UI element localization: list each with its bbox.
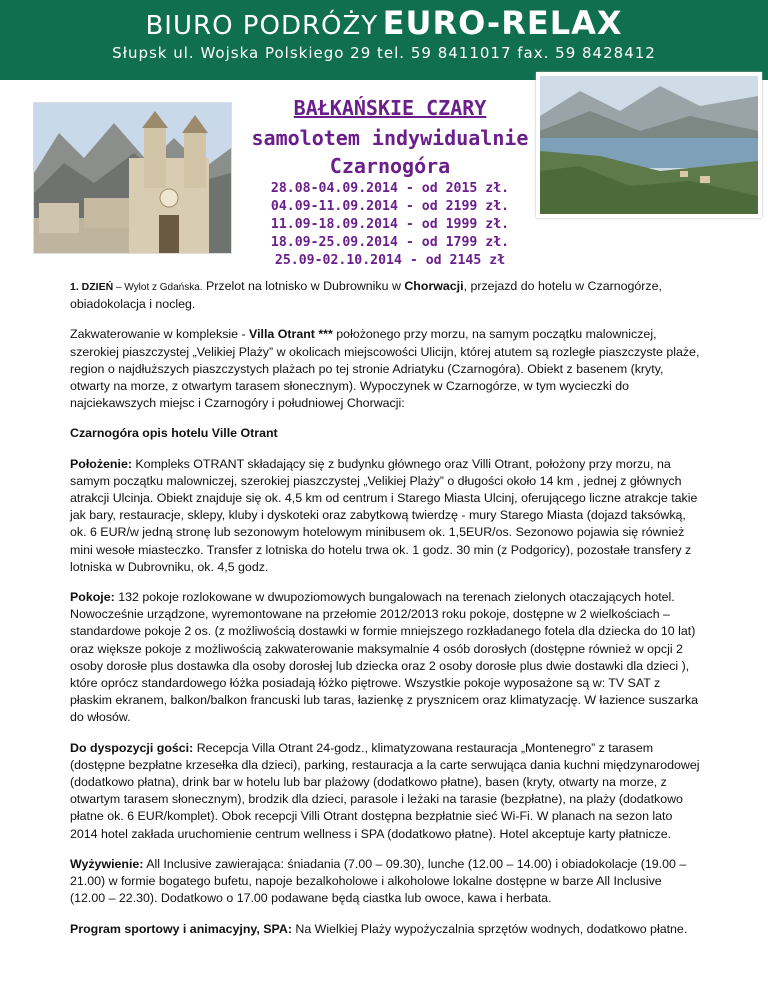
board-text: All Inclusive zawierająca: śniadania (7.00 – 09.30), lunche (12.00 – 14.00) i obiadokolacje (19.00 – 21.00) w formie bogatego bufetu, napoje bezalkoholowe i alkoholowe lokalne dostępne w barze All Inclusive (12.00 – 22.30). Dodatkowo o 17.00 podawane będą ciastka lub owoce, kawa i herbata. bbox=[70, 856, 687, 906]
date-line: 28.08-04.09.2014 - od 2015 zł. bbox=[270, 181, 510, 196]
agency-name: EURO-RELAX bbox=[382, 4, 623, 42]
rooms-paragraph bbox=[70, 589, 700, 727]
offer-description bbox=[70, 278, 700, 951]
hotel-heading bbox=[70, 425, 700, 442]
sport-label: Program sportowy i animacyjny, SPA: bbox=[70, 921, 292, 936]
date-line: 25.09-02.10.2014 - od 2145 zł bbox=[274, 253, 506, 268]
agency-address: Słupsk ul. Wojska Polskiego 29 tel. 59 8411017 fax. 59 8428412 bbox=[112, 44, 656, 62]
day1-paragraph bbox=[70, 278, 700, 313]
offer-subtitle: samolotem indywidualnie bbox=[251, 126, 529, 150]
facilities-text: Recepcja Villa Otrant 24-godz., klimatyzowana restauracja „Montenegro” z tarasem (dostępne bezpłatne krzesełka dla dzieci), parking, restauracja a la carte serwująca dania kuchni międzynarodowej (dodatkowo płatna), drink bar w hotelu lub bar plażowy (dodatkowo płatne), basen (kryty, otwarty na morze, z otwartym tarasem słonecznym), brodzik dla dzieci, parasole i leżaki na tarasie (bezpłatne), na plaży (dodatkowo płatne ok. 6 EUR/komplet). Obok recepcji Villi Otrant dostępna bezpłatnie sieć Wi-Fi. W planach na sezon lato 2014 hotel zakłada uruchomienie centrum wellness i SPA (dodatkowo płatne). Hotel akceptuje karty płatnicze. bbox=[70, 740, 700, 841]
board-label: Wyżywienie: bbox=[70, 856, 144, 871]
departure-dates bbox=[240, 180, 540, 270]
accom-text: Zakwaterowanie w kompleksie - bbox=[70, 327, 250, 342]
agency-prefix: BIURO PODRÓŻY bbox=[145, 11, 379, 41]
day1-country: Chorwacji bbox=[404, 279, 464, 293]
facilities-label: Do dyspozycji gości: bbox=[70, 740, 194, 755]
kotor-bay-photo bbox=[536, 72, 762, 218]
day1-text-end: , przejazd do hotelu w Czarnogórze, obiadokolacja i nocleg. bbox=[70, 279, 662, 312]
hotel-name: Villa Otrant *** bbox=[249, 327, 333, 342]
date-line: 18.09-25.09.2014 - od 1799 zł. bbox=[270, 235, 510, 250]
day1-label: 1. DZIEŃ bbox=[70, 281, 114, 293]
facilities-paragraph bbox=[70, 740, 700, 843]
day1-from: – Wylot z Gdańska. bbox=[113, 282, 203, 293]
location-text: Kompleks OTRANT składający się z budynku głównego oraz Villi Otrant, położony przy morzu, na samym początku malowniczej, szerokiej piaszczystej „Velikiej Plaży” o długości około 14 km , jednej z głównych atrakcji Ulcinja. Obiekt znajduje się ok. 4,5 km od centrum i Starego Miasta Ulcinj, oferującego liczne atrakcje takie jak bary, restauracje, sklepy, kluby i dyskoteki oraz zabytkową twierdzę - mury Starego Miasta (dojazd taksówką, ok. 6 EUR/w jedną stronę lub sezonowym hotelowym minibusem ok. 1,5EUR/os. Sezonowo pojawia się również mini wesołe miasteczko. Transfer z lotniska do hotelu trwa ok. 1 godz. 30 min (z Podgoricy), pozostałe transfery z lotniska w Dubrovniku, ok. 4,5 godz. bbox=[70, 456, 698, 574]
sport-text: Na Wielkiej Plaży wypożyczalnia sprzętów wodnych, dodatkowo płatne. bbox=[291, 921, 688, 936]
rooms-label: Pokoje: bbox=[70, 590, 115, 605]
accom-text-end: położonego przy morzu, na samym początku malowniczej, szerokiej piaszczystej „Velikiej Plaży” w okolicach miejscowości Ulicijn, której atutem są rozległe piaszczyste plaże, region o najdłuższych piaszczystych plażach po tej stronie Adriatyku (Czarnogóra). Obiekt z basenem (kryty, otwarty na morze, z otwartym tarasem słonecznym). Wypoczynek w Czarnogórze, w tym wycieczki do najciekawszych miejsc i Czarnogóry i południowej Chorwacji: bbox=[70, 327, 700, 411]
offer-country: Czarnogóra bbox=[329, 154, 451, 178]
sport-paragraph bbox=[70, 921, 700, 938]
offer-title: BAŁKAŃSKIE CZARY bbox=[293, 96, 487, 120]
bay-image bbox=[540, 76, 758, 214]
board-paragraph bbox=[70, 856, 700, 908]
accommodation-paragraph bbox=[70, 326, 700, 412]
date-line: 04.09-11.09.2014 - od 2199 zł. bbox=[270, 199, 510, 214]
church-image bbox=[34, 103, 231, 253]
day1-text: Przelot na lotnisko w Dubrowniku w bbox=[202, 279, 405, 293]
agency-title bbox=[0, 4, 768, 42]
location-paragraph bbox=[70, 456, 700, 576]
date-line: 11.09-18.09.2014 - od 1999 zł. bbox=[270, 217, 510, 232]
hotel-heading-text: Czarnogóra opis hotelu Ville Otrant bbox=[70, 426, 278, 441]
kotor-church-photo bbox=[33, 102, 232, 254]
offer-heading bbox=[240, 94, 540, 180]
agency-header bbox=[0, 0, 768, 80]
location-label: Położenie: bbox=[70, 456, 132, 471]
rooms-text: 132 pokoje rozlokowane w dwupoziomowych bungalowach na terenach zielonych otaczających hotel. Nowocześnie urządzone, wyremontowane na przełomie 2012/2013 roku pokoje, dostępne w 2 wielkościach – standardowe pokoje 2 os. (z możliwością dostawki w formie mniejszego rozkładanego fotela dla dziecka do 10 lat) oraz większe pokoje z możliwością zakwaterowanie maksymalnie 4 osób dorosłych (dostępne również w opcji 2 osoby dorosłe plus dostawka dla osoby dorosłej lub dziecka oraz 2 osoby dorosłe plus dwie dostawki dla dzieci ), które oprócz standardowego łóżka posiadają łóżko piętrowe. Wszystkie pokoje wyposażone są w: TV SAT z płaskim ekranem, balkon/balkon francuski lub taras, łazienkę z prysznicem oraz klimatyzację. W łazience suszarka do włosów. bbox=[70, 590, 699, 725]
